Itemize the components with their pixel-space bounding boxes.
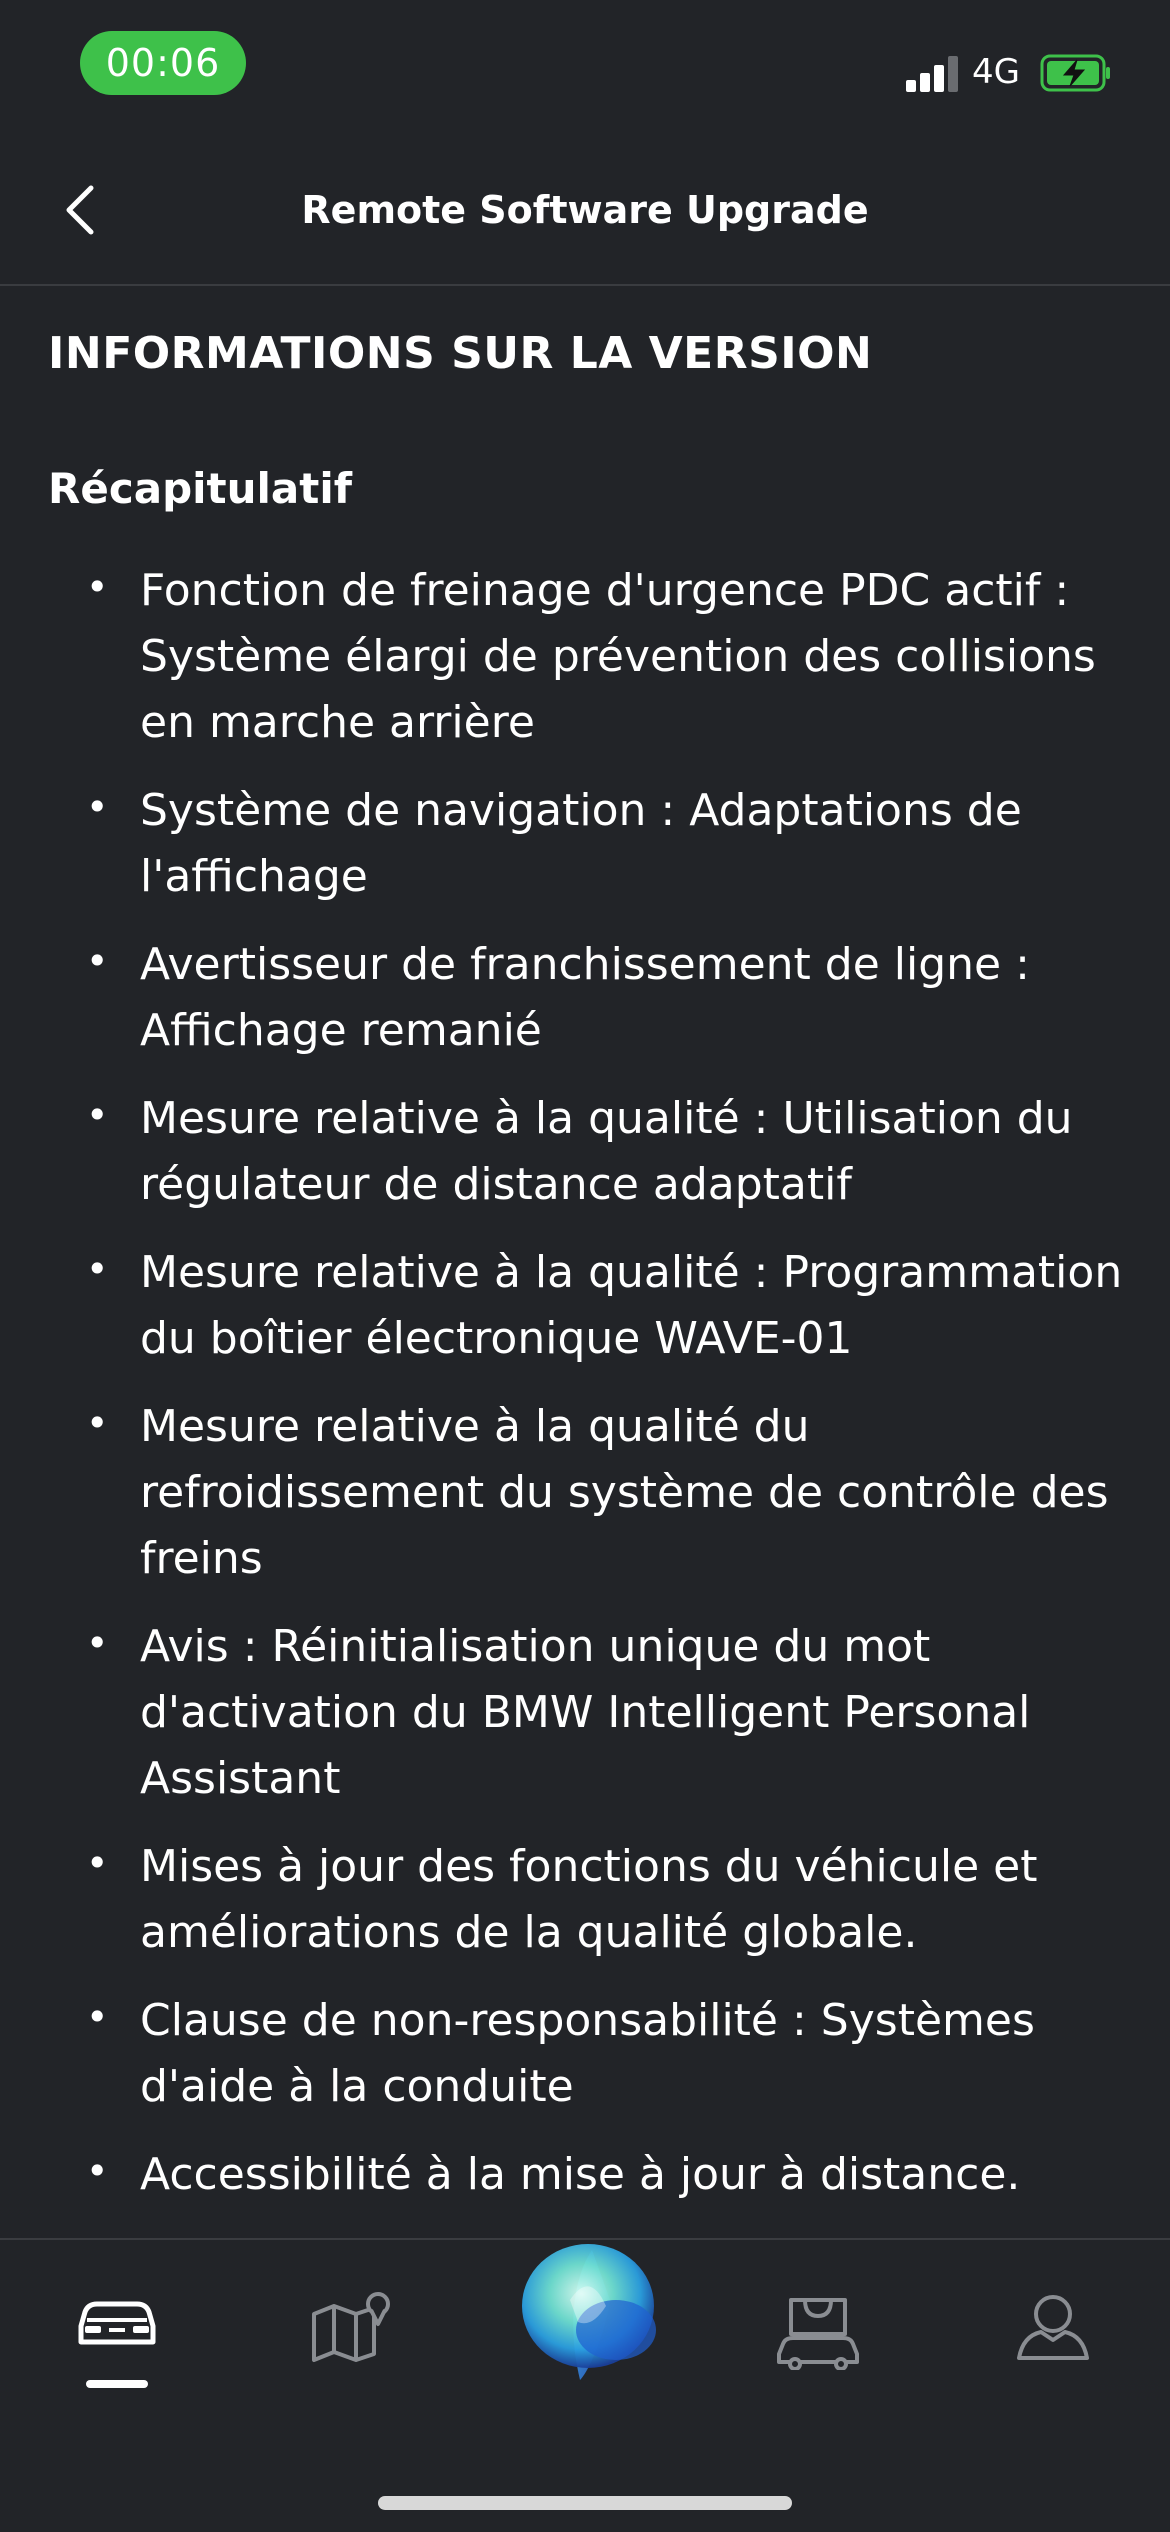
note-text: Mesure relative à la qualité du refroidissement du système de contrôle des freins: [140, 1401, 1109, 1584]
list-item: [0, 1240, 1170, 1372]
list-item: [0, 778, 1170, 910]
home-indicator[interactable]: [378, 2496, 792, 2510]
page-title: Remote Software Upgrade: [301, 188, 869, 232]
list-item: [0, 2142, 1170, 2208]
battery-charging-icon: [1040, 54, 1112, 92]
bullet-icon: •: [86, 1093, 109, 1137]
status-time: 00:06: [80, 31, 246, 95]
note-text: Fonction de freinage d'urgence PDC actif : Système élargi de prévention des collisions en marche arrière: [140, 565, 1096, 748]
active-tab-indicator: [86, 2380, 148, 2388]
app-header: [0, 130, 1170, 286]
section-title: INFORMATIONS SUR LA VERSION: [48, 328, 873, 379]
note-text: Système de navigation : Adaptations de l'affichage: [140, 785, 1022, 902]
signal-strength-icon: [906, 56, 960, 92]
bullet-icon: •: [86, 1621, 109, 1665]
list-item: [0, 1988, 1170, 2120]
note-text: Accessibilité à la mise à jour à distance.: [140, 2149, 1021, 2200]
bullet-icon: •: [86, 939, 109, 983]
bullet-icon: •: [86, 565, 109, 609]
bullet-icon: •: [86, 1401, 109, 1445]
note-text: Clause de non-responsabilité : Systèmes d'aide à la conduite: [140, 1995, 1035, 2112]
status-bar: [0, 0, 1170, 130]
list-item: [0, 1394, 1170, 1592]
note-text: Mesure relative à la qualité : Programmation du boîtier électronique WAVE-01: [140, 1247, 1123, 1364]
nav-item-profile[interactable]: [993, 2290, 1113, 2400]
subsection-title: Récapitulatif: [48, 464, 352, 513]
map-pin-icon: [308, 2290, 398, 2364]
bullet-icon: •: [86, 1247, 109, 1291]
list-item: [0, 1834, 1170, 1966]
bullet-icon: •: [86, 1841, 109, 1885]
note-text: Avis : Réinitialisation unique du mot d'activation du BMW Intelligent Personal Assistant: [140, 1621, 1031, 1804]
network-type: 4G: [972, 52, 1020, 92]
car-icon: [75, 2290, 159, 2350]
bottom-nav: [0, 2238, 1170, 2532]
shop-car-icon: [773, 2290, 863, 2370]
profile-icon: [1013, 2290, 1093, 2364]
bullet-icon: •: [86, 1995, 109, 2039]
release-notes-list: [0, 558, 1170, 2230]
note-text: Mesure relative à la qualité : Utilisation du régulateur de distance adaptatif: [140, 1093, 1073, 1210]
list-item: [0, 558, 1170, 756]
list-item: [0, 1614, 1170, 1812]
release-notes-content[interactable]: [0, 288, 1170, 2238]
nav-item-shop[interactable]: [758, 2290, 878, 2400]
assistant-orb-icon: [510, 2210, 670, 2410]
bullet-icon: •: [86, 2149, 109, 2193]
assistant-button[interactable]: [510, 2210, 670, 2410]
note-text: Avertisseur de franchissement de ligne : Affichage remanié: [140, 939, 1030, 1056]
nav-item-map[interactable]: [293, 2290, 413, 2400]
note-text: Mises à jour des fonctions du véhicule et améliorations de la qualité globale.: [140, 1841, 1038, 1958]
list-item: [0, 932, 1170, 1064]
bullet-icon: •: [86, 785, 109, 829]
list-item: [0, 1086, 1170, 1218]
